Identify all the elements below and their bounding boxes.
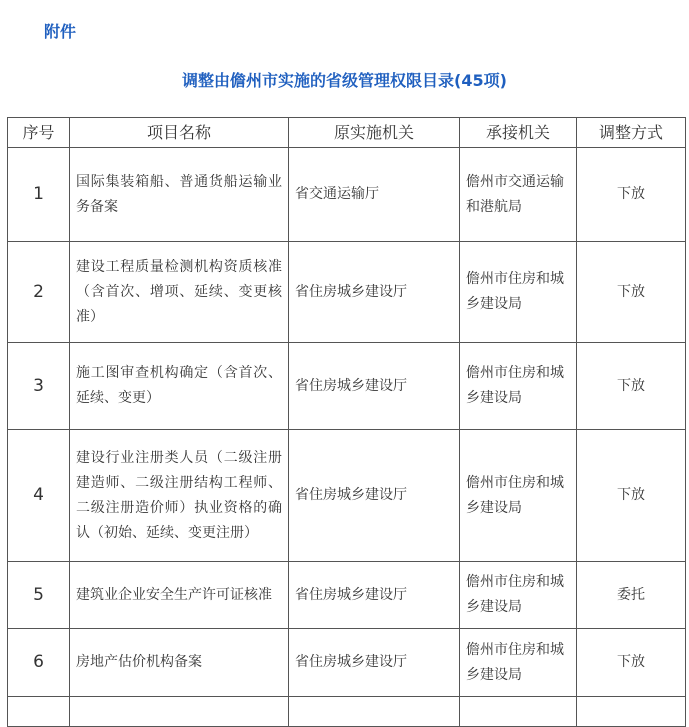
row-adjustment-mode: 下放 — [577, 343, 686, 430]
row-adjustment-mode: 下放 — [577, 148, 686, 242]
header-original-authority: 原实施机关 — [289, 118, 460, 148]
row-item-name: 建设工程质量检测机构资质核准（含首次、增项、延续、变更核准） — [70, 242, 289, 343]
row-original-authority: 省住房城乡建设厅 — [289, 430, 460, 562]
row-adjustment-mode: 委托 — [577, 562, 686, 629]
table-row-partial — [8, 697, 686, 727]
row-item-name: 国际集装箱船、普通货船运输业务备案 — [70, 148, 289, 242]
row-adjustment-mode: 下放 — [577, 629, 686, 697]
table-row — [8, 562, 686, 629]
authority-table — [7, 117, 686, 727]
row-original-authority: 省住房城乡建设厅 — [289, 562, 460, 629]
row-receiving-authority: 儋州市住房和城乡建设局 — [460, 562, 577, 629]
row-receiving-authority: 儋州市住房和城乡建设局 — [460, 242, 577, 343]
row-item-name: 施工图审查机构确定（含首次、延续、变更） — [70, 343, 289, 430]
row-no — [8, 697, 70, 727]
document-title: 调整由儋州市实施的省级管理权限目录(45项) — [182, 71, 507, 90]
row-no: 3 — [8, 343, 70, 430]
header-no: 序号 — [8, 118, 70, 148]
header-receiving-authority: 承接机关 — [460, 118, 577, 148]
row-original-authority: 省住房城乡建设厅 — [289, 629, 460, 697]
row-adjustment-mode: 下放 — [577, 242, 686, 343]
table-header-row — [8, 118, 686, 148]
row-adjustment-mode — [577, 697, 686, 727]
row-receiving-authority: 儋州市住房和城乡建设局 — [460, 430, 577, 562]
row-item-name: 建筑业企业安全生产许可证核准 — [70, 562, 289, 629]
table-row — [8, 242, 686, 343]
row-original-authority: 省交通运输厅 — [289, 148, 460, 242]
header-item-name: 项目名称 — [70, 118, 289, 148]
row-no: 4 — [8, 430, 70, 562]
row-receiving-authority: 儋州市住房和城乡建设局 — [460, 343, 577, 430]
header-adjustment-mode: 调整方式 — [577, 118, 686, 148]
row-item-name: 建设行业注册类人员（二级注册建造师、二级注册结构工程师、二级注册造价师）执业资格的确认（初始、延续、变更注册） — [70, 430, 289, 562]
row-original-authority: 省住房城乡建设厅 — [289, 343, 460, 430]
row-receiving-authority: 儋州市交通运输和港航局 — [460, 148, 577, 242]
row-no: 2 — [8, 242, 70, 343]
row-item-name: 房地产估价机构备案 — [70, 629, 289, 697]
row-adjustment-mode: 下放 — [577, 430, 686, 562]
row-no: 5 — [8, 562, 70, 629]
row-no: 6 — [8, 629, 70, 697]
table-row — [8, 629, 686, 697]
attachment-label: 附件 — [44, 22, 77, 41]
row-receiving-authority — [460, 697, 577, 727]
row-original-authority: 省住房城乡建设厅 — [289, 242, 460, 343]
row-item-name — [70, 697, 289, 727]
row-receiving-authority: 儋州市住房和城乡建设局 — [460, 629, 577, 697]
row-no: 1 — [8, 148, 70, 242]
table-row — [8, 343, 686, 430]
row-original-authority — [289, 697, 460, 727]
table-row — [8, 430, 686, 562]
table-row — [8, 148, 686, 242]
